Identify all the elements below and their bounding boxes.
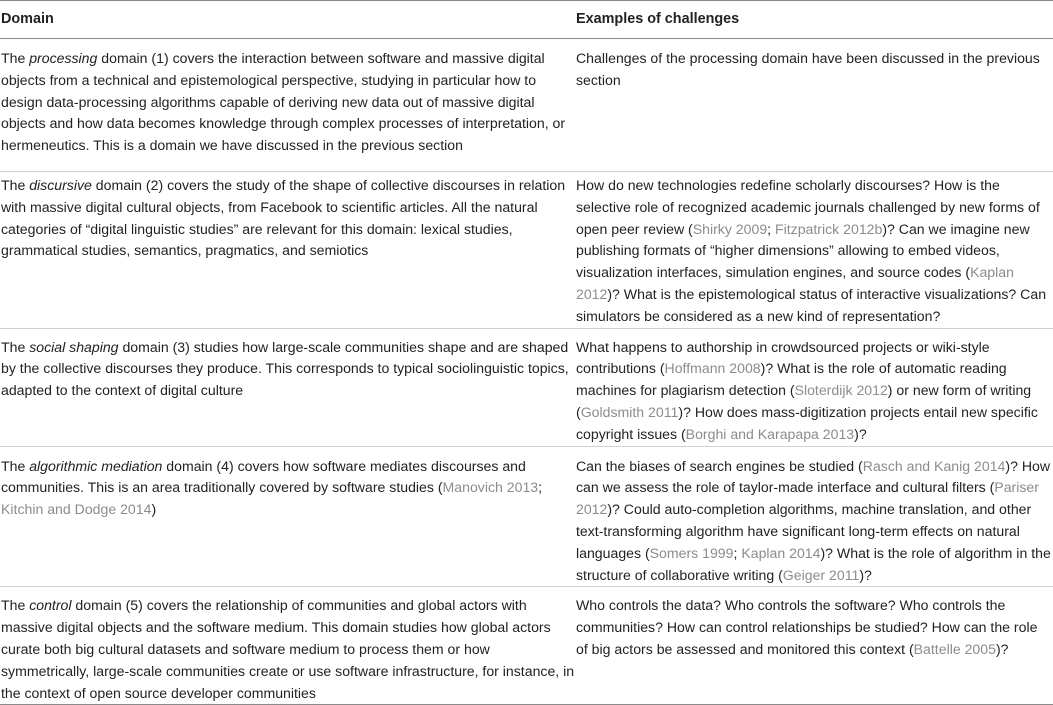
challenge-text: )? [995,640,1009,657]
table-row [0,587,1053,705]
citation-link[interactable]: Manovich 2013 [442,479,539,496]
challenge-text: ) [151,501,157,518]
domain-cell: The discursive domain (2) covers the study of the shape of collective discourses in relation with massive digital cultural objects, from Facebook to scientific articles. All the natural categories of “digital linguistic studies” are relevant for this domain: lexical studies, grammatical studies, semantics, pragmatics, and semiotics [0,172,575,329]
header-challenges: Examples of challenges [575,1,1053,39]
challenge-text: ) or new form of writing ( [576,382,1032,420]
citation-link[interactable]: Geiger 2011 [782,566,860,583]
citation-link[interactable]: Kaplan 2014 [741,544,821,561]
domain-cell: The control domain (5) covers the relationship of communities and global actors with massive digital objects and the software medium. This domain studies how global actors curate both big cultural datasets and software medium to process them or how symmetrically, large-scale communities create or use software infrastructure, for instance, in the context of open source developer communities [0,587,575,705]
challenge-text: Challenges of the processing domain have been discussed in the previous section [576,50,1040,88]
challenges-cell [575,39,1053,172]
challenge-text: What happens to authorship in crowdsourced projects or wiki-style contributions ( [576,338,990,377]
challenges-cell [575,587,1053,705]
citation-link[interactable]: Kaplan 2012 [576,264,1014,302]
challenge-text: )? How does mass-digitization projects entail new specific copyright issues ( [576,403,1038,442]
header-row [0,1,1053,39]
challenge-text: )? Could auto-completion algorithms, machine translation, and other text-transforming algorithm have significant long-term effects on natural languages ( [576,501,1032,561]
domain-cell: The algorithmic mediation domain (4) covers how software mediates discourses and communities. This is an area traditionally covered by software studies (Manovich 2013; Kitchin and Dodge 2014) [0,446,575,587]
challenge-text: )? What is the epistemological status of interactive visualizations? Can simulators be considered as a new kind of representation? [576,285,1047,324]
challenge-text: )? What is the role of algorithm in the structure of collaborative writing ( [576,544,1051,583]
challenges-cell [575,172,1053,329]
challenge-text: ; [767,220,776,237]
citation-link[interactable]: Rasch and Kanig 2014 [862,457,1006,474]
table-row [0,172,1053,329]
citation-link[interactable]: Shirky 2009 [692,220,768,237]
challenges-cell [575,328,1053,446]
challenge-text: )? How can we assess the role of taylor-made interface and cultural filters ( [576,457,1051,496]
citation-link[interactable]: Somers 1999 [649,544,734,561]
citation-link[interactable]: Kitchin and Dodge 2014 [1,501,152,518]
header-domain: Domain [0,1,575,39]
challenge-text: ; [733,544,742,561]
challenge-text: )? [859,566,872,583]
domain-cell: The social shaping domain (3) studies how large-scale communities shape and are shaped by the collective discourses they produce. This corresponds to typical sociolinguistic topics, adapted to the context of digital culture [0,328,575,446]
challenge-text: Can the biases of search engines be studied ( [576,457,863,474]
citation-link[interactable]: Pariser 2012 [576,479,1039,518]
citation-link[interactable]: Goldsmith 2011 [580,403,679,420]
table-row [0,39,1053,172]
table-row [0,446,1053,587]
citation-link[interactable]: Hoffmann 2008 [664,360,761,377]
challenge-text: How do new technologies redefine scholarly discourses? How is the selective role of recognized academic journals challenged by new forms of open peer review ( [576,177,1040,237]
challenge-text: Who controls the data? Who controls the software? Who controls the communities? How can control relationships be studied? How can the role of big actors be assessed and monitored this context ( [576,597,1038,657]
challenge-text: )? Can we imagine new publishing formats of “higher dimensions” allowing to embed videos, visualization interfaces, simulation engines, and source codes ( [576,220,1030,281]
challenge-text: )? [854,425,867,442]
domain-cell: The processing domain (1) covers the interaction between software and massive digital objects from a technical and epistemological perspective, studying in particular how to design data-processing algorithms capable of deriving new data out of massive digital objects and how data becomes knowledge through complex processes of interpretation, or hermeneutics. This is a domain we have discussed in the previous section [0,39,575,172]
citation-link[interactable]: Borghi and Karapapa 2013 [685,425,855,442]
challenges-cell [575,446,1053,587]
citation-link[interactable]: Fitzpatrick 2012b [775,220,883,237]
table-row [0,328,1053,446]
citation-link[interactable]: Battelle 2005 [913,640,996,657]
citation-link[interactable]: Sloterdijk 2012 [794,382,888,399]
challenge-text: )? What is the role of automatic reading machines for plagiarism detection ( [576,360,1007,399]
challenge-text: ; [538,479,543,496]
